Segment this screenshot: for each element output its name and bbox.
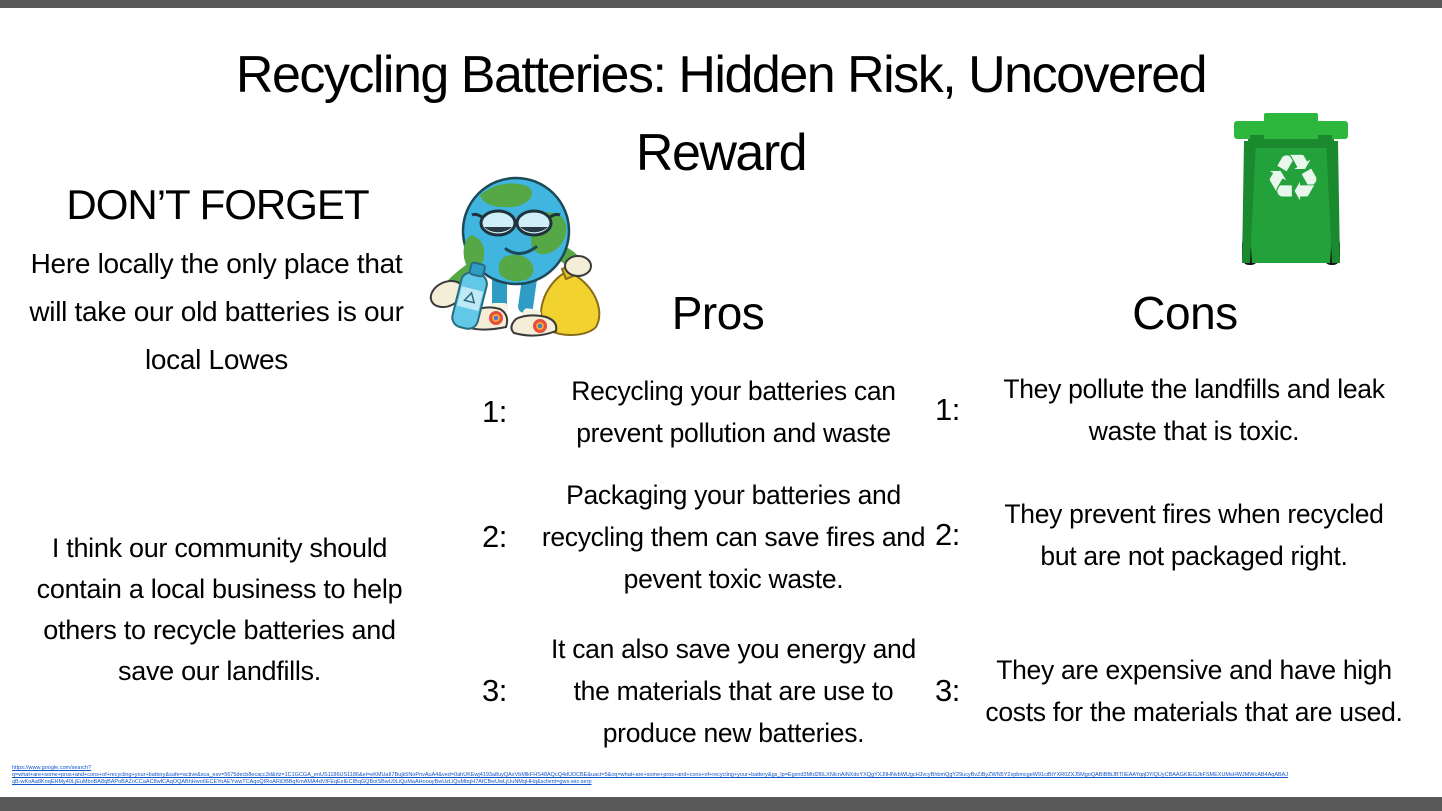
dont-forget-heading: DON’T FORGET — [66, 181, 369, 228]
cons-item-1-text: They pollute the landfills and leak waste that is toxic. — [1003, 374, 1385, 446]
bottom-frame-bar — [0, 797, 1442, 811]
pros-item-1-text: Recycling your batteries can prevent pollution and waste — [571, 376, 896, 448]
cons-item-1-number: 1: — [935, 392, 960, 427]
source-link[interactable] — [12, 765, 1288, 786]
cons-heading: Cons — [1132, 287, 1238, 339]
source-link-line1[interactable]: https://www.google.com/search? — [12, 765, 92, 771]
pros-item-2-text: Packaging your batteries and recycling them can save fires and pevent toxic waste. — [541, 480, 926, 594]
cons-item-2 — [935, 470, 1405, 600]
cons-item-3 — [935, 627, 1405, 755]
recycle-symbol-icon: ♻ — [1264, 142, 1322, 216]
pros-item-3-text: It can also save you energy and the materials that are use to produce new batteries. — [551, 634, 916, 748]
source-link-line2[interactable]: q=what+are+some+pros+and+cons+of+recycling+your+battery&safe=active&sca_esv=5675decb8ecacc3d&rlz=1C1GCGA_enUS1186US1186&ei=eKMUaII7Bujk5NoPnvAuA4&ved=0ahUKEwj4193a8uyQAxVbMlkFHS48AQcQ4dUDCBE&uact=5&oq=what+are+some+pros+and+cons+of+recycling+your+battery&gs_lp=Egxnd3Mtd2l6LXNlcnAiNXdoYXQgYXJlIHNvbWUgcHJvcyBhbmQgY29ucyBvZiByZWN5Y2xpbmcgeW91ciBiYXR0ZXJ5MgoQABiBBiJBTIIEAAYqqDYiQUyCBAAGKIEGJkFSMEXUMsHWJMWcAB4AqABAJ — [12, 772, 1289, 778]
source-link-line3[interactable]: qB-wKoAa8KoqEHMy40LjEuMboBA8qBAPoBAZoCCaAC8wfCAqOQABhHwoIIECEYoAEYwwTCAqoQIRoARiDBBqKmAMA4dVIFEqExIECIBqGQBoiSBwU0LiQuMaAHoouyBwUzLiQuMbqH7AfCBwUwLjUuNMqHHq&sclient=gws-wiz-serp — [12, 779, 592, 785]
slide-title-line2: Reward — [635, 124, 807, 182]
pros-item-2 — [482, 472, 937, 602]
cons-item-3-number: 3: — [935, 673, 960, 708]
cons-item-3-text: They are expensive and have high costs for the materials that are used. — [985, 655, 1403, 727]
pros-item-1-number: 1: — [482, 394, 507, 429]
pros-heading: Pros — [671, 287, 765, 339]
top-frame-bar — [0, 0, 1442, 8]
left-paragraph-community: I think our community should contain a local business to help others to recycle batteries and save our landfills. — [36, 533, 403, 686]
slide-title — [121, 36, 1321, 192]
pros-item-1 — [482, 368, 937, 456]
pros-item-3 — [482, 627, 937, 755]
pros-item-3-number: 3: — [482, 673, 507, 708]
slide-title-line1: Recycling Batteries: Hidden Risk, Uncovered — [235, 46, 1207, 104]
cons-item-2-number: 2: — [935, 517, 960, 552]
pros-item-2-number: 2: — [482, 519, 507, 554]
cons-item-2-text: They prevent fires when recycled but are not packaged right. — [1004, 499, 1384, 571]
left-paragraph-lowes: Here locally the only place that will take our old batteries is our local Lowes — [29, 248, 404, 375]
cons-item-1 — [935, 366, 1405, 454]
